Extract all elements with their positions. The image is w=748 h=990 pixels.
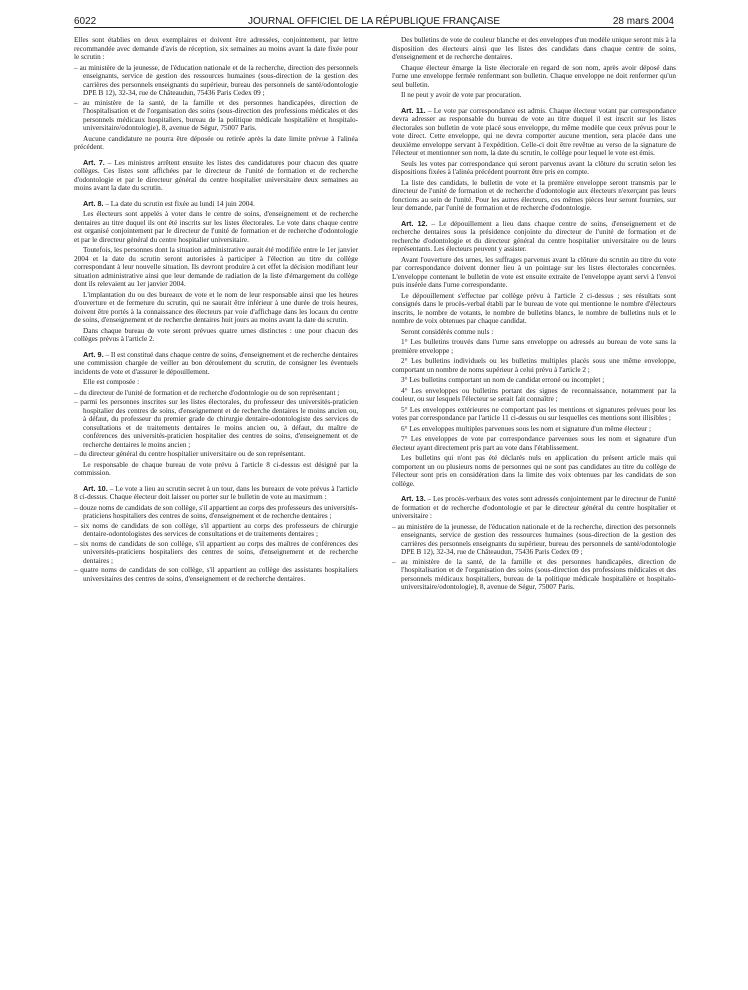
left-column xyxy=(74,36,358,585)
article-label: Art. 8. xyxy=(83,198,104,208)
right-column xyxy=(392,36,676,594)
paragraph: Aucune candidature ne pourra être déposée ou retirée après la date limite prévue à l'alinéa précédent. xyxy=(74,134,358,151)
paragraph: L'implantation du ou des bureaux de vote et le nom de leur responsable ainsi que les heures d'ouverture et de fermeture du scrutin, qui ne saurait être inférieur à une durée de trois heures, doivent être portés à la connaissance des électeurs par voie d'affichage dans les locaux du centre de soins, d'enseignement et de recherche dentaires huit jours au moins avant la date du scrutin. xyxy=(74,290,358,324)
page-number: 6022 xyxy=(74,16,97,27)
paragraph: Il ne peut y avoir de vote par procuration. xyxy=(401,91,522,99)
article-8 xyxy=(74,200,358,209)
article-7 xyxy=(74,159,358,193)
list-item: – du directeur général du centre hospitalier universitaire ou de son représentant. xyxy=(74,450,306,458)
paragraph: 5° Les enveloppes extérieures ne comportant pas les mentions et signatures prévues pour les votes par correspondance par l'article 11 ci-dessus ou sur lesquelles ces mentions sont illisibles ; xyxy=(392,405,676,422)
article-10 xyxy=(74,485,358,502)
paragraph: Le dépouillement s'effectue par collège prévu à l'article 2 ci-dessus ; ses résultats sont consignés dans le procès-verbal établi par le bureau de vote qui mentionne le nombre d'électeurs inscrits, le nombre de votants, le nombre de bulletins blancs, le nombre de bulletins nuls et le nombre de voix obtenues par chaque candidat. xyxy=(392,291,676,325)
paragraph: Avant l'ouverture des urnes, les suffrages parvenus avant la clôture du scrutin au titre du vote par correspondance doivent donner lieu à un pointage sur les listes électorales concernées. L'enveloppe contenant le bulletin de vote est ensuite extraite de l'enveloppe ayant servi à l'envoi puis insérée dans l'urne correspondante. xyxy=(392,255,676,289)
list-item: – quatre noms de candidats de son collège, s'il appartient au collège des assistants hospitaliers universitaires des centres de soins, d'enseignement et de recherche dentaires. xyxy=(74,566,358,583)
article-text: – Il est constitué dans chaque centre de soins, d'enseignement et de recherche dentaires une commission chargée de veiller au bon déroulement du scrutin, de consigner les éventuels incidents de vote et d'assurer le dépouillement. xyxy=(74,350,359,376)
paragraph: Des bulletins de vote de couleur blanche et des enveloppes d'un modèle unique seront mis à la disposition des électeurs ainsi que les listes des candidats dans chaque centre de soins, d'enseignement et de recherche dentaires. xyxy=(392,36,676,61)
paragraph: Seront considérés comme nuls : xyxy=(401,327,494,336)
paragraph: 6° Les enveloppes multiples parvenues sous les nom et signature d'un même électeur ; xyxy=(401,424,652,433)
paragraph: 7° Les enveloppes de vote par correspondance parvenues sous les nom et signature d'un électeur ayant directement pris part au vote dans l'établissement. xyxy=(392,435,676,452)
header-rule xyxy=(74,27,674,28)
paragraph: Le responsable de chaque bureau de vote prévu à l'article 8 ci-dessus est désigné par la commission. xyxy=(74,460,358,477)
article-label: Art. 11. xyxy=(401,105,426,115)
list-item: – du directeur de l'unité de formation et de recherche d'odontologie ou de son représentant ; xyxy=(74,388,340,397)
article-text: – Les procès-verbaux des votes sont adressés conjointement par le directeur de l'unité de formation et de recherche d'odontologie et par le directeur général du centre hospitalier et universitaire : xyxy=(392,495,676,520)
article-label: Art. 10. xyxy=(83,483,108,493)
article-text: – Le vote a lieu au scrutin secret à un tour, dans les bureaux de vote prévus à l'article 8 ci-dessus. Chaque électeur doit laisser ou porter sur le bulletin de vote au maximum : xyxy=(74,484,358,501)
article-label: Art. 12. xyxy=(401,218,428,228)
article-text: – Le vote par correspondance est admis. Chaque électeur votant par correspondance devra adresser au responsable du bureau de vote au titre duquel il est inscrit sur les listes électorales son bulletin de vote placé sous enveloppe, du même modèle que ceux prévus pour le vote direct. Cette enveloppe, qui ne devra comporter aucune mention, sera placée dans une deuxième enveloppe servant à l'expédition. Celle-ci doit être revêtue au verso de la signature de l'électeur et mentionner son nom, la date du scrutin, le collège pour lequel le vote est émis. xyxy=(392,106,677,157)
article-text: – Le dépouillement a lieu dans chaque centre de soins, d'enseignement et de recherche dentaires sous la présidence conjointe du directeur de l'unité de formation et de recherche d'odontologie et du directeur général du centre hospitalier universitaire ou de leurs représentants. Les électeurs peuvent y assister. xyxy=(392,219,676,253)
article-13 xyxy=(392,495,676,521)
paragraph: Chaque électeur émarge la liste électorale en regard de son nom, après avoir déposé dans l'urne une enveloppe fermée renfermant son bulletin. Chaque enveloppe ne doit renfermer qu'un seul bulletin. xyxy=(392,63,676,89)
commission-list xyxy=(74,389,358,459)
list-item: – six noms de candidats de son collège, s'il appartient au corps des maîtres de conférences des universités-praticiens hospitaliers des centres de soins, d'enseignement et de recherche dentaires ; xyxy=(74,539,358,565)
paragraph: 1° Les bulletins trouvés dans l'urne sans enveloppe ou adressés au bureau de vote sans la première enveloppe ; xyxy=(392,338,676,355)
list-item: – au ministère de la santé, de la famille et des personnes handicapées, direction de l'hospitalisation et de l'organisation des soins (sous-direction des professions médicales et des personnels médicaux hospitaliers, bureau de la politique médicale hospitalière et hospitalo-universitaire/odontologie), 8, avenue de Ségur, 75007 Paris. xyxy=(74,98,358,132)
paragraph: Seuls les votes par correspondance qui seront parvenus avant la clôture du scrutin selon les dispositions fixées à l'alinéa précédent pourront être pris en compte. xyxy=(392,159,676,176)
article-text: – Les ministres arrêtent ensuite les listes des candidatures pour chacun des quatre collèges. Ces listes sont affichées par le directeur de l'unité de formation et de recherche d'odontologie et par le directeur général du centre hospitalier universitaire deux semaines au moins avant la date du scrutin. xyxy=(74,158,359,192)
paragraph: 3° Les bulletins comportant un nom de candidat erroné ou incomplet ; xyxy=(401,376,605,384)
page-header xyxy=(74,10,674,34)
article-9 xyxy=(74,351,358,377)
paragraph: Elle est composée : xyxy=(83,378,140,386)
vote-limits-list xyxy=(74,504,358,584)
intro-paragraph: Elles sont établies en deux exemplaires et doivent être adressées, conjointement, par lettre recommandée avec demande d'avis de réception, six semaines au moins avant la date fixée pour le scrutin : xyxy=(74,36,358,61)
list-item: – au ministère de la jeunesse, de l'éducation nationale et de la recherche, direction des personnels enseignants, service de gestion des ressources humaines (sous-direction de la gestion des carrières des personnels enseignants du supérieur, bureau des personnels de santé/odontologie DPE B 12), 32-34, rue de Châteaudun, 75436 Paris Cedex 09 ; xyxy=(392,522,676,556)
recipient-list xyxy=(392,523,676,592)
list-item: – parmi les personnes inscrites sur les listes électorales, du professeur des universités-praticien hospitalier des centres de soins, d'enseignement et de recherche dentaires le moins ancien ou, à défaut, du professeur du premier grade de chirurgie dentaire-odontologiste des services de consultations et de traitements dentaires le moins ancien ou, à défaut, du maître de conférences des universités-praticien hospitalier des centres de soins, d'enseignement et de recherche dentaires le moins ancien ; xyxy=(74,398,358,449)
article-label: Art. 7. xyxy=(83,157,105,167)
paragraph: 2° Les bulletins individuels ou les bulletins multiples placés sous une même enveloppe, comportant un nombre de noms supérieur à celui prévu à l'article 2 ; xyxy=(392,357,676,374)
list-item: – six noms de candidats de son collège, s'il appartient au corps des professeurs de chirurgie dentaire-odontologistes des services de consultations et de traitements dentaires ; xyxy=(74,521,358,538)
list-item: – au ministère de la santé, de la famille et des personnes handicapées, direction de l'hospitalisation et de l'organisation des soins (sous-direction des professions médicales et des personnels médicaux hospitaliers, bureau de la politique médicale hospitalière et hospitalo-universitaire/odontologie), 8, avenue de Ségur, 75007 Paris. xyxy=(392,557,676,591)
list-item: – au ministère de la jeunesse, de l'éducation nationale et de la recherche, direction des personnels enseignants, service de gestion des ressources humaines (sous-direction de la gestion des carrières des personnels enseignants du supérieur, bureau des personnels de santé/odontologie DPE B 12), 32-34, rue de Châteaudun, 75436 Paris Cedex 09 ; xyxy=(74,63,358,97)
article-11 xyxy=(392,107,676,158)
paragraph: Les bulletins qui n'ont pas été déclarés nuls en application du présent article mais qui comportent un ou plusieurs noms de personnes qui ne sont pas candidates au titre du collège de l'électeur sont pris en considération dans la limite des voix obtenues par les candidats de son collège. xyxy=(392,454,676,488)
article-12 xyxy=(392,220,676,254)
article-label: Art. 13. xyxy=(401,494,426,503)
paragraph: Les électeurs sont appelés à voter dans le centre de soins, d'enseignement et de recherche dentaires au titre duquel ils ont été inscrits sur les listes électorales. Le vote dans chaque centre est organisé conjointement par le directeur de l'unité de formation et de recherche d'odontologie et par le directeur général du centre hospitalier universitaire. xyxy=(74,210,358,244)
intro-address-list xyxy=(74,64,358,133)
paragraph: La liste des candidats, le bulletin de vote et la première enveloppe seront transmis par le directeur de l'unité de formation et de recherche d'odontologie aux électeurs n'exerçant pas leurs fonctions au sein de l'unité. Pour les autres électeurs, ces mêmes pièces leur seront fournies, sur leur demande, par l'unité de formation et de recherche d'odontologie. xyxy=(392,178,676,212)
article-label: Art. 9. xyxy=(83,349,104,359)
paragraph: Dans chaque bureau de vote seront prévues quatre urnes distinctes : une pour chacun des collèges prévus à l'article 2. xyxy=(74,326,358,343)
paragraph: 4° Les enveloppes ou bulletins portant des signes de reconnaissance, notamment par la couleur, ou sur lesquels l'électeur se serait fait connaître ; xyxy=(392,386,676,403)
journal-title: JOURNAL OFFICIEL DE LA RÉPUBLIQUE FRANÇAISE xyxy=(247,16,501,27)
issue-date: 28 mars 2004 xyxy=(612,16,674,27)
list-item: – douze noms de candidats de son collège, s'il appartient au corps des professeurs des universités-praticiens hospitaliers des centres de soins, d'enseignement et de recherche dentaires ; xyxy=(74,503,358,520)
article-text: – La date du scrutin est fixée au lundi 14 juin 2004. xyxy=(103,199,255,208)
paragraph: Toutefois, les personnes dont la situation administrative aurait été modifiée entre le 1er janvier 2004 et la date du scrutin seront autorisées à participer à l'élection au titre du collège correspondant à leur nouvelle situation. Ils devront produire à cet effet la décision modifiant leur situation administrative ainsi que leur demande de radiation de la liste d'émargement du collège dont ils relevaient au 1er janvier 2004. xyxy=(74,246,358,288)
